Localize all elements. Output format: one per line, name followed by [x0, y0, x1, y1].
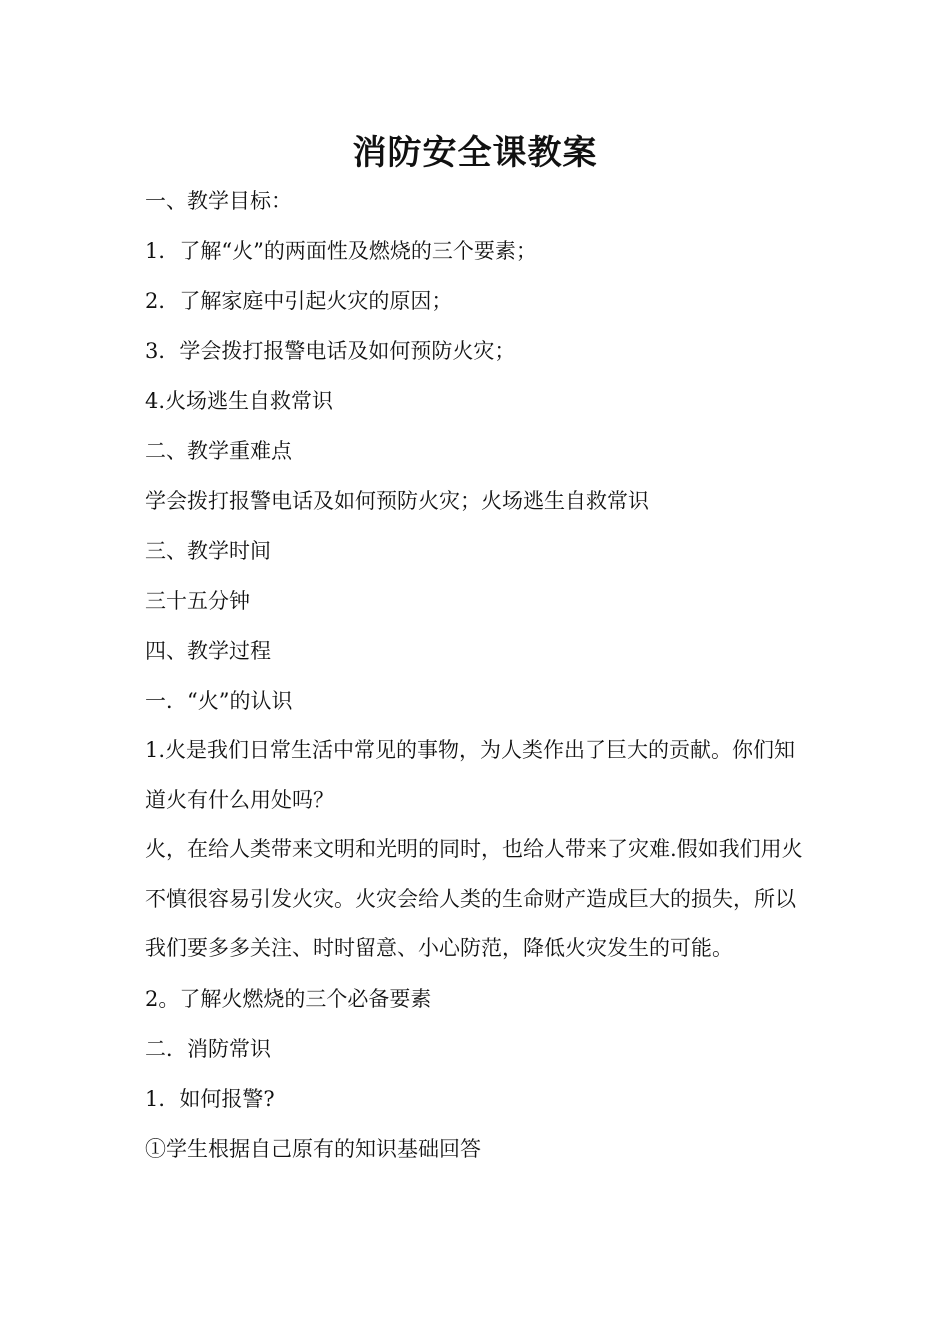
subsection-item-student-answer: ①学生根据自己原有的知识基础回答	[145, 1136, 481, 1161]
objective-item-2: 2．了解家庭中引起火灾的原因；	[145, 289, 453, 313]
key-points-text: 学会拨打报警电话及如何预防火灾；火场逃生自救常识	[145, 489, 649, 513]
time-text: 三十五分钟	[145, 589, 250, 613]
section-heading-time: 三、教学时间	[145, 539, 271, 563]
objective-item-3: 3．学会拨打报警电话及如何预防火灾；	[145, 339, 516, 363]
section-heading-key-points: 二、教学重难点	[145, 439, 292, 463]
section-heading-process: 四、教学过程	[145, 639, 271, 663]
objective-item-1: 1．了解“火”的两面性及燃烧的三个要素；	[145, 239, 537, 263]
subsection-heading-fire: 一．“火”的认识	[145, 689, 293, 713]
paragraph-fire-disaster: 火，在给人类带来文明和光明的同时，也给人带来了灾难.假如我们用火不慎很容易引发火灾。火灾会给人类的生命财产造成巨大的损失，所以我们要多多关注、时时留意、小心防范，降低火灾发生的可能。	[145, 837, 803, 961]
paragraph-fire-uses: 1.火是我们日常生活中常见的事物，为人类作出了巨大的贡献。你们知道火有什么用处吗？	[145, 738, 796, 812]
document-title: 消防安全课教案	[352, 133, 598, 173]
section-heading-objectives: 一、教学目标：	[145, 189, 292, 213]
subsection-item-combustion: 2。了解火燃烧的三个必备要素	[145, 986, 432, 1011]
subsection-heading-fire-knowledge: 二．消防常识	[145, 1036, 271, 1061]
objective-item-4: 4.火场逃生自救常识	[145, 389, 334, 413]
document-body	[145, 176, 810, 1174]
subsection-item-how-to-report: 1．如何报警?	[145, 1086, 275, 1111]
